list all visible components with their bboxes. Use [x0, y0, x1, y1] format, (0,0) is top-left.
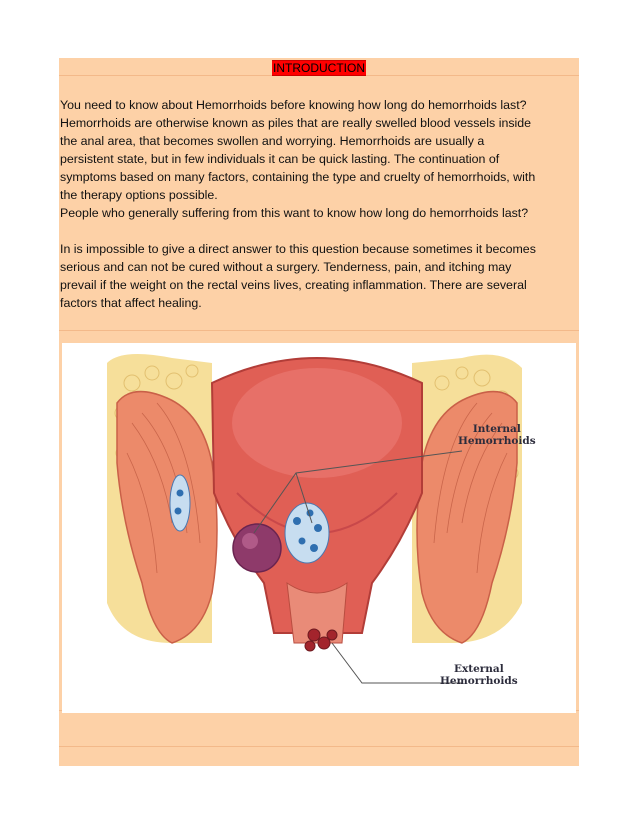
anatomy-illustration [62, 343, 576, 713]
label-line: Internal [472, 423, 521, 435]
text-line: prevail if the weight on the rectal veins lives, creating inflammation. There are several [60, 278, 527, 292]
text-line: factors that affect healing. [60, 296, 202, 310]
label-line: Hemorrhoids [458, 435, 536, 447]
text-line: Hemorrhoids are otherwise known as piles that are really swelled blood vessels inside [60, 116, 532, 130]
divider [59, 330, 579, 331]
title-text: INTRODUCTION [273, 61, 365, 75]
internal-hemorrhoids-label [458, 423, 536, 447]
text-line: People who generally suffering from this want to know how long do hemorrhoids last? [60, 206, 529, 220]
hemorrhoids-diagram [62, 343, 576, 713]
page-title [0, 60, 638, 76]
text-line: serious and can not be cured without a surgery. Tenderness, pain, and itching may [60, 260, 512, 274]
external-hemorrhoids-label [440, 663, 518, 687]
text-line: symptoms based on many factors, containing the type and cruelty of hemorrhoids, with [60, 170, 536, 184]
label-line: Hemorrhoids [440, 675, 518, 687]
text-line: persistent state, but in few individuals it can be quick lasting. The continuation of [60, 152, 500, 166]
label-line: External [453, 663, 504, 675]
text-line: the anal area, that becomes swollen and worrying. Hemorrhoids are usually a [60, 134, 485, 148]
text-line: In is impossible to give a direct answer to this question because sometimes it becomes [60, 242, 536, 256]
divider [59, 746, 579, 747]
text-line: You need to know about Hemorrhoids before knowing how long do hemorrhoids last? [60, 98, 527, 112]
text-line: the therapy options possible. [60, 188, 218, 202]
